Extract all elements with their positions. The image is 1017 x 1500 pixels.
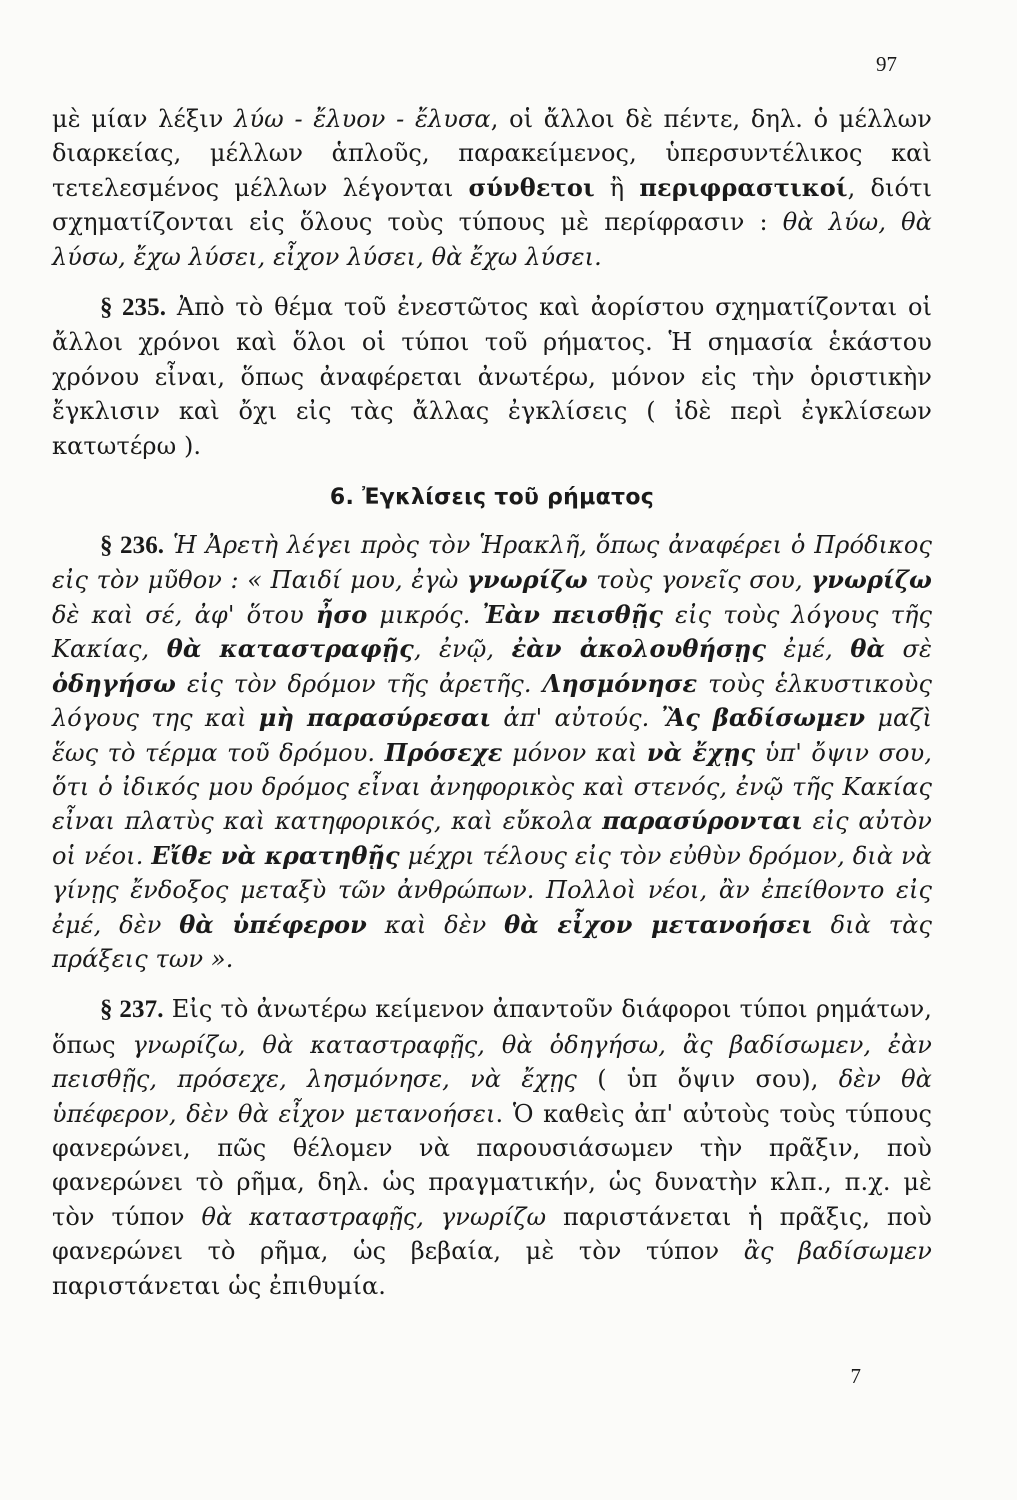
italic-text: τοὺς γονεῖς σου,	[587, 566, 812, 595]
bold-italic-verb: θὰ	[850, 634, 886, 664]
text-run: Εἰς τὸ ἀνωτέρω κείμενον ἀπαντοῦν διάφοροι τύποι ρημάτων, ὅπως	[52, 995, 932, 1059]
italic-text: μέχρι τέλους εἰς τὸν εὐθὺν δρόμον, διὰ νὰ γίνῃς ἔνδοξος μεταξὺ τῶν ἀνθρώπων. Πολλοὶ νέοι, ἂν ἐπείθοντο εἰς ἐμέ, δὲν	[52, 841, 932, 939]
italic-text: μικρός.	[367, 600, 483, 629]
page-body	[52, 102, 932, 1303]
italic-text: γνωρίζω, θὰ καταστραφῇς, θὰ ὁδηγήσω, ἂς βαδίσωμεν, ἐὰν πεισθῇς, πρόσεχε, λησμόνησε, νὰ ἔχῃς	[52, 1030, 932, 1094]
italic-text: μαζὶ ἕως τὸ τέρμα τοῦ δρόμου.	[52, 704, 932, 767]
bold-italic-verb: γνωρίζω	[811, 565, 932, 595]
bold-term: περιφραστικοί	[639, 172, 848, 202]
text-run: παριστάνεται ὡς ἐπιθυμία.	[52, 1271, 386, 1300]
bold-italic-verb: θὰ ὑπέφερον	[179, 909, 367, 939]
italic-text: τοὺς ἑλκυστικοὺς λόγους της καὶ	[52, 669, 932, 733]
text-run: , οἱ ἄλλοι δὲ πέντε, δηλ. ὁ μέλλων διαρκείας, μέλλων ἁπλοῦς, παρακείμενος, ὑπερσυντέλικος καὶ τετελεσμένος μέλλων λέγονται	[52, 105, 932, 202]
bold-italic-verb: Εἴθε νὰ κρατηθῇς	[151, 840, 400, 870]
italic-text: θὰ καταστραφῇς, γνωρίζω	[201, 1202, 547, 1231]
text-run: παριστάνεται ἡ πρᾶξις, ποὺ φανερώνει τὸ ρῆμα, ὡς βεβαία, μὲ τὸν τύπον	[52, 1202, 932, 1266]
paragraph-continuation	[52, 102, 932, 274]
italic-text: εἰς τὸν δρόμον τῆς ἀρετῆς.	[176, 669, 543, 698]
text-run: ( ὑπ ὄψιν σου),	[576, 1065, 839, 1094]
bold-italic-verb: Ἂς βαδίσωμεν	[661, 703, 866, 733]
bold-italic-verb: ἐὰν ἀκολουθήσῃς	[511, 634, 767, 664]
bold-italic-verb: Ἐὰν πεισθῇς	[482, 599, 664, 629]
text-run: ἢ	[594, 173, 640, 202]
italic-text: διὰ τὰς πράξεις των ».	[52, 910, 932, 973]
section-number: § 237.	[100, 996, 164, 1024]
text-run: μὲ μίαν λέξιν	[52, 105, 235, 133]
bold-italic-verb: παρασύρονται	[602, 806, 803, 836]
text-run: . Ὁ καθεὶς ἀπ' αὐτοὺς τοὺς τύπους φανερώνει, πῶς θέλομεν νὰ παρουσιάσωμεν τὴν πρᾶξιν, ποὺ φανερώνει τὸ ρῆμα, δηλ. ὡς πραγματικήν, ὡς δυνατὴν κλπ., π.χ. μὲ τὸν τύπον	[52, 1099, 933, 1231]
section-number: § 236.	[100, 532, 165, 560]
italic-text: ἀπ' αὐτούς.	[491, 704, 662, 733]
italic-text: καὶ δὲν	[366, 910, 505, 939]
italic-text: εἰς τοὺς λόγους τῆς Κακίας,	[52, 600, 932, 664]
bold-italic-verb: Λησμόνησε	[542, 668, 698, 698]
italic-text: μόνον καὶ	[502, 738, 647, 767]
paragraph-236	[52, 528, 932, 976]
italic-text: εἰς αὐτὸν οἱ νέοι.	[52, 807, 932, 870]
italic-text: ὑπ' ὄψιν σου, ὅτι ὁ ἰδικός μου δρόμος εἶναι ἀνηφορικὸς καὶ στενός, ἐνῷ τῆς Κακίας εἶναι πλατὺς καὶ κατηφορικός, καὶ εὔκολα	[52, 738, 932, 836]
paragraph-237	[52, 992, 932, 1303]
italic-text: δὲ καὶ σέ, ἀφ' ὅτου	[52, 600, 316, 629]
italic-text: θὰ λύω, θὰ λύσω, ἔχω λύσει, εἶχον λύσει, θὰ ἔχω λύσει.	[52, 208, 932, 271]
bold-italic-verb: μὴ παρασύρεσαι	[258, 703, 492, 733]
bold-italic-verb: ἦσο	[315, 599, 368, 629]
italic-text: σὲ	[885, 635, 933, 664]
italic-text: λύω - ἔλυον - ἔλυσα	[234, 105, 491, 133]
paragraph-235	[52, 290, 932, 463]
italic-text: δὲν θὰ ὑπέφερον, δὲν θὰ εἶχον μετανοήσει	[52, 1065, 932, 1128]
page-number: 97	[876, 52, 897, 76]
bold-italic-verb: θὰ καταστραφῇς	[166, 634, 414, 664]
section-heading: 6. Ἐγκλίσεις τοῦ ρήματος	[329, 485, 655, 511]
bold-italic-verb: νὰ ἔχῃς	[646, 737, 756, 767]
bold-italic-verb: θὰ εἶχον μετανοήσει	[504, 909, 813, 939]
italic-text: ἂς βαδίσωμεν	[743, 1237, 932, 1266]
signature-mark: 7	[850, 1364, 861, 1388]
bold-italic-verb: ὁδηγήσω	[52, 668, 177, 698]
bold-italic-verb: γνωρίζω	[467, 565, 588, 595]
italic-text: ἐμέ,	[766, 635, 851, 664]
bold-term: σύνθετοι	[468, 172, 595, 202]
italic-text: Ἡ Ἀρετὴ λέγει πρὸς τὸν Ἡρακλῆ, ὅπως ἀναφέρει ὁ Πρόδικος εἰς τὸν μῦθον : « Παιδί μου, ἐγὼ	[52, 531, 932, 595]
text-run: , διότι σχηματίζονται εἰς ὅλους τοὺς τύπους μὲ περίφρασιν :	[52, 173, 932, 237]
text-run: Ἀπὸ τὸ θέμα τοῦ ἐνεστῶτος καὶ ἀορίστου σχηματίζονται οἱ ἄλλοι χρόνοι καὶ ὅλοι οἱ τύποι τοῦ ρήματος. Ἡ σημασία ἑκάστου χρόνου εἶναι, ὅπως ἀναφέρεται ἀνωτέρω, μόνον εἰς τὴν ὁριστικὴν ἔγκλισιν καὶ ὄχι εἰς τὰς ἄλλας ἐγκλίσεις ( ἰδὲ περὶ ἐγκλίσεων κατωτέρω ).	[52, 293, 933, 460]
italic-text: , ἐνῷ,	[413, 635, 512, 664]
bold-italic-verb: Πρόσεχε	[384, 737, 503, 767]
section-number: § 235.	[100, 294, 167, 322]
